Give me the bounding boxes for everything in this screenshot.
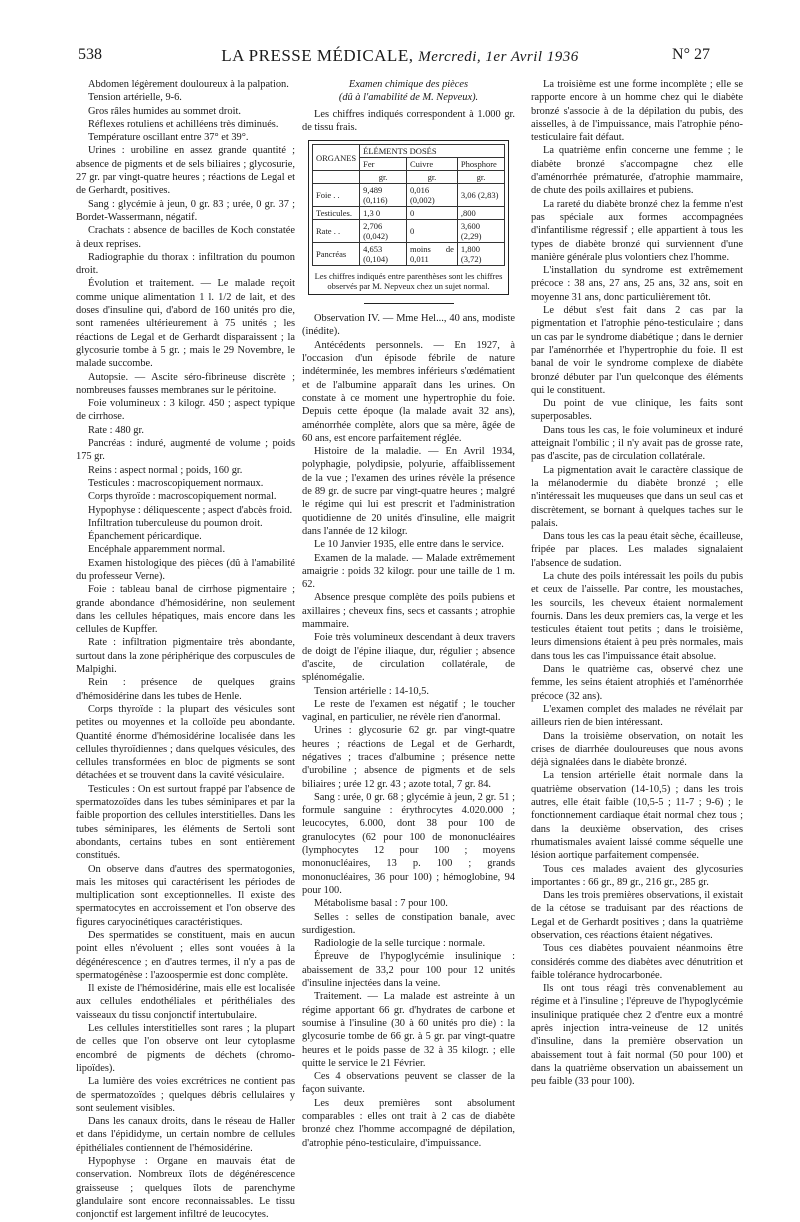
table-row xyxy=(313,220,505,243)
paragraph: Évolution et traitement. — Le malade reçoit comme unique alimentation 1 l. 1/2 de lait, et des doses d'insuline qui, d'abord de 160 unités pro die, sont ramenées ultérieurement à 75 unités ; les réactions de Legal et de Gerhardt disparaissent ; la glycosurie tombe à 5 gr. ; mais le 29 Novembre, le malade succombe. xyxy=(76,278,295,370)
paragraph: Absence presque complète des poils pubiens et axillaires ; cheveux fins, secs et cassants ; atrophie mammaire. xyxy=(302,592,515,631)
table-cell: moins de 0,011 xyxy=(406,243,457,266)
paragraph: Dans les trois premières observations, il existait de la cétose se traduisant par des réactions de Legal et de Gerhardt positives ; dans la quatrième observation, ces réactions étaient négatives. xyxy=(531,890,743,941)
paragraph: Les deux premières sont absolument comparables : elles ont trait à 2 cas de diabète bronzé chez l'homme accompagné de dépilation, d'atrophie péno-testiculaire, d'impuissance. xyxy=(302,1097,515,1149)
column-2 xyxy=(302,78,515,1150)
table-row xyxy=(313,243,505,266)
paragraph: Hypophyse : déliquescente ; aspect d'abcès froid. xyxy=(88,504,293,516)
paragraph: Du point de vue clinique, les faits sont superposables. xyxy=(531,398,743,423)
paragraph: La tension artérielle était normale dans la quatrième observation (14-10,5) ; dans les trois autres, elle était faible (10,5-5 ; 11-7 ; 9-6) ; le fonctionnement cardiaque était normal chez tous ; dans la deuxième observation, des crises rhumatismales avaient laissé comme séquelle une lésion aortique parfaitement compensée. xyxy=(531,770,743,862)
paragraph: Dans la troisième observation, on notait les crises de diarrhée douloureuses que nous avons déjà signalées dans le diabète bronzé. xyxy=(531,730,743,769)
table-cell: Pancréas xyxy=(313,243,360,266)
paragraph: Dans les canaux droits, dans le réseau de Haller et dans l'épididyme, un certain nombre de cellules épithéliales contiennent de l'hémosidérine. xyxy=(76,1116,295,1154)
paragraph: Tension artérielle, 9-6. xyxy=(88,92,182,104)
issue-date: Mercredi, 1er Avril 1936 xyxy=(418,49,579,65)
paragraph: L'examen complet des malades ne révélait par ailleurs rien de bien intéressant. xyxy=(531,703,743,729)
table-row xyxy=(313,207,505,220)
paragraph: Ces 4 observations peuvent se classer de la façon suivante. xyxy=(302,1071,515,1096)
table-header-fer: Fer xyxy=(360,158,407,171)
page-number: 538 xyxy=(78,46,102,63)
paragraph: Testicules : macroscopiquement normaux. xyxy=(88,477,264,489)
paragraph: Foie volumineux : 3 kilogr. 450 ; aspect typique de cirrhose. xyxy=(76,398,295,423)
journal-title: LA PRESSE MÉDICALE, xyxy=(221,46,414,65)
table-cell: gr. xyxy=(360,171,407,184)
paragraph: La troisième est une forme incomplète ; elle se rapporte encore à un homme chez qui le diabète bronzé s'associe à de la dépilation du pubis, des aisselles, à de l'impuissance, mais l'atrophie péno-testiculaire fait défaut. xyxy=(531,79,743,144)
paragraph: Encéphale apparemment normal. xyxy=(88,544,226,556)
paragraph: Température oscillant entre 37° et 39°. xyxy=(88,132,249,144)
paragraph: Les cellules interstitielles sont rares ; la plupart de celles que l'on observe ont leur cytoplasme encombré de pigments de déchets (chromo-lipoïdes). xyxy=(76,1023,295,1074)
table-cell: 2,706 (0,042) xyxy=(360,220,407,243)
paragraph: Foie très volumineux descendant à deux travers de doigt de l'épine iliaque, dur, régulier ; absence d'ascite, de circulation collatérale, de splénomégalie. xyxy=(302,632,515,684)
paragraph: Traitement. — La malade est astreinte à un régime apportant 66 gr. d'hydrates de carbone et soumise à l'insuline (30 à 60 unités pro die) : la glycosurie tombe de 66 gr. à 5 gr. par vingt-quatre heures et le poids passe de 32 à 35 kilogr. ; elle quitte le service le 21 Février. xyxy=(302,991,515,1069)
paragraph: La chute des poils intéressait les poils du pubis et ceux de l'aisselle. Par contre, les moustaches, les sourcils, les cheveux étaient normalement fournis. Dans les deux premiers cas, la verge et les testicules étaient tout petits ; dans le troisième, leurs dimensions étaient à peu près normales, mais dans tous les cas l'impuissance était absolue. xyxy=(531,570,743,662)
table-header-cuivre: Cuivre xyxy=(406,158,457,171)
table-intro: Les chiffres indiqués correspondent à 1.000 gr. de tissu frais. xyxy=(302,108,515,133)
table-cell: Testicules. xyxy=(313,207,360,220)
table-cell: 0,016 (0,002) xyxy=(406,184,457,207)
paragraph: Dans le quatrième cas, observé chez une femme, les seins étaient atrophiés et l'aménorrhée précoce (32 ans). xyxy=(531,664,743,702)
divider xyxy=(364,303,454,304)
table-units-row xyxy=(313,171,505,184)
paragraph: Antécédents personnels. — En 1927, à l'occasion d'un épisode fébrile de nature indéterminée, les membres inférieurs s'œdématient et de l'albumine apparaît dans les urines. On constate à ce moment une hypertrophie du foie. Depuis cette époque (la malade avait 32 ans), aménorrhée complète, alors que sa mère, âgée de 60 ans, est encore parfaitement réglée. xyxy=(302,339,515,444)
column-1 xyxy=(76,78,295,1222)
paragraph: Observation IV. — Mme Hel..., 40 ans, modiste (inédite). xyxy=(302,313,515,338)
table-header-organes: ORGANES xyxy=(313,145,360,171)
table-cell: 0 xyxy=(406,220,457,243)
page-header xyxy=(0,46,800,70)
paragraph: Épanchement péricardique. xyxy=(88,531,202,543)
paragraph: La lumière des voies excrétrices ne contient pas de spermatozoïdes ; quelques débris cellulaires y sont seulement visibles. xyxy=(76,1076,295,1114)
table-cell: 0 xyxy=(406,207,457,220)
table-cell: 9,489 (0,116) xyxy=(360,184,407,207)
issue-number: N° 27 xyxy=(672,46,710,63)
paragraph: Sang : urée, 0 gr. 68 ; glycémie à jeun, 2 gr. 51 ; formule sanguine : érythrocytes 4.020.000 ; leucocytes, 6.000, dont 38 pour 100 de granulocytes (62 pour 100 de mononucléaires (lymphocytes 12 pour 100 ; moyens mononucléaires, 13 p. 100 ; grands mononucléaires, 36 pour 100) ; hémoglobine, 94 pour 100. xyxy=(302,791,515,896)
paragraph: Rate : 480 gr. xyxy=(88,424,144,436)
column-3 xyxy=(531,78,743,1089)
paragraph: Autopsie. — Ascite séro-fibrineuse discrète ; nombreuses fausses membranes sur le péritoine. xyxy=(76,371,295,396)
paragraph: Le 10 Janvier 1935, elle entre dans le service. xyxy=(314,539,504,551)
paragraph: Tension artérielle : 14-10,5. xyxy=(314,685,429,697)
paragraph: Testicules : On est surtout frappé par l'absence de spermatozoïdes dans les tubes séminipares et par la faible proportion des cellules interstitielles. Dans les tubes séminipares, les éléments de Sertoli sont abondants, certains tubes en sont entièrement constitués. xyxy=(76,783,295,862)
paragraph: Crachats : absence de bacilles de Koch constatée à deux reprises. xyxy=(76,225,295,250)
paragraph: Examen de la malade. — Malade extrêmement amaigrie : poids 32 kilogr. pour une taille de 1 m. 62. xyxy=(302,552,515,591)
paragraph: Le début s'est fait dans 2 cas par la pigmentation et l'atrophie péno-testiculaire ; dans un cas par le syndrome diabétique ; dans le dernier par l'aménorrhée et l'hypertrophie du foie. Il est banal de voir le syndrome complexe de diabète bronzé débuter par l'un quelconque des éléments qui le constituent. xyxy=(531,305,743,396)
table-cell: Rate . . xyxy=(313,220,360,243)
table-cell: 3,06 (2,83) xyxy=(457,184,504,207)
table-header-phosphore: Phosphore xyxy=(457,158,504,171)
table-note: Les chiffres indiqués entre parenthèses sont les chiffres observés par M. Nepveux chez un sujet normal. xyxy=(314,271,503,292)
paragraph: La rareté du diabète bronzé chez la femme n'est pas spéciale aux formes accompagnées d'infantilisme régressif ; elle appartient à tous les types de diabète bronzé qui surviennent d'une manière générale plus volontiers chez l'homme. xyxy=(531,198,743,263)
paragraph: Histoire de la maladie. — En Avril 1934, polyphagie, polydipsie, polyurie, affaiblissement de la vue ; l'examen des urines révèle la présence de 89 gr. de sucre par vingt-quatre heures ; malgré le régime qui lui est prescrit et l'administration quotidienne de 20 unités d'insuline, elle maigrit dans l'année de 12 kilogr. xyxy=(302,446,515,537)
table-cell: gr. xyxy=(406,171,457,184)
paragraph: La pigmentation avait le caractère classique de la mélanodermie du diabète bronzé ; elle n'intéressait les muqueuses que dans un seul cas et discrètement, se bornant à quelques taches sur le palais. xyxy=(531,464,743,529)
paragraph: Corps thyroïde : la plupart des vésicules sont petites ou moyennes et la colloïde peu abondante. Quantité énorme d'hémosidérine localisée dans les cellules thyroïdiennes ; dans quelques vésicules, des cellules transformées en bloc de pigments se sont détachées et se trouvent dans la cavité vésiculaire. xyxy=(76,703,295,782)
table-cell: 1,3 0 xyxy=(360,207,407,220)
paragraph: Abdomen légèrement douloureux à la palpation. xyxy=(88,79,289,90)
paragraph: Pancréas : induré, augmenté de volume ; poids 175 gr. xyxy=(76,438,295,463)
paragraph: Tous ces malades avaient des glycosuries importantes : 66 gr., 89 gr., 216 gr., 285 gr. xyxy=(531,863,743,888)
paragraph: La quatrième enfin concerne une femme ; le diabète bronzé s'accompagne chez elle d'aménorrhée prématurée, d'atrophie mammaire, de chute des poils axillaires et pubiens. xyxy=(531,145,743,197)
paragraph: Tous ces diabètes pouvaient néanmoins être considérés comme des diabètes avec dénutrition et faible tolérance hydrocarbonée. xyxy=(531,943,743,981)
paragraph: Radiographie du thorax : infiltration du poumon droit. xyxy=(76,251,295,277)
paragraph: On observe dans d'autres des spermatogonies, mais les mitoses qui caractérisent les périodes de multiplication sont exceptionnelles. Il existe des spermatocytes en accroissement et l'on observe des figures caryocinétiques caractéristiques. xyxy=(76,863,295,928)
paragraph: Urines : urobiline en assez grande quantité ; absence de pigments et de sels biliaires ; glycosurie, 27 gr. par vingt-quatre heures ; réactions de Legal et de Gerhardt, positives. xyxy=(76,145,295,197)
column-2-body xyxy=(302,312,515,1150)
table-cell xyxy=(313,171,360,184)
paragraph: Dans tous les cas la peau était sèche, écailleuse, fripée par places. Les malades signalaient l'absence de sudation. xyxy=(531,531,743,569)
paragraph: Réflexes rotuliens et achilléens très diminués. xyxy=(88,118,279,130)
section-subheading: (dû à l'amabilité de M. Nepveux). xyxy=(338,92,479,104)
paragraph: Urines : glycosurie 62 gr. par vingt-quatre heures ; réactions de Legal et de Gerhardt, négatives ; traces d'albumine ; présence nette d'urobiline ; absence de pigments et de sels biliaires ; urée 12 gr. 43 ; azote total, 7 gr. 84. xyxy=(302,725,515,790)
paragraph: Selles : selles de constipation banale, avec surdigestion. xyxy=(302,911,515,936)
paragraph: Rate : infiltration pigmentaire très abondante, surtout dans la zone périphérique des corpuscules de Malpighi. xyxy=(76,637,295,676)
paragraph: Il existe de l'hémosidérine, mais elle est localisée aux cellules endothéliales et périthéliales des vaisseaux du tissu conjonctif intertubulaire. xyxy=(76,983,295,1021)
paragraph: Hypophyse : Organe en mauvais état de conservation. Nombreux îlots de dégénérescence graisseuse ; quelques îlots de parenchyme glandulaire sont encore reconnaissables. Le tissu conjonctif est largement infiltré de leucocytes. xyxy=(76,1156,295,1221)
table-header-elements: ÉLÉMENTS DOSÉS xyxy=(360,145,505,158)
paragraph: Le reste de l'examen est négatif ; le toucher vaginal, en particulier, ne révèle rien d'anormal. xyxy=(302,698,515,724)
paragraph: Reins : aspect normal ; poids, 160 gr. xyxy=(88,464,243,476)
paragraph: Infiltration tuberculeuse du poumon droit. xyxy=(88,517,263,529)
paragraph: Foie : tableau banal de cirrhose pigmentaire ; grande abondance d'hémosidérine, non seulement dans les cellules hépatiques, mais encore dans les cellules de Kupffer. xyxy=(76,584,295,636)
table-cell: 4,653 (0,104) xyxy=(360,243,407,266)
table-body xyxy=(313,171,505,266)
paragraph: Sang : glycémie à jeun, 0 gr. 83 ; urée, 0 gr. 37 ; Bordet-Wassermann, négatif. xyxy=(76,198,295,223)
chemical-table-box xyxy=(308,140,509,295)
table-cell: gr. xyxy=(457,171,504,184)
paragraph: Corps thyroïde : macroscopiquement normal. xyxy=(88,491,277,503)
paragraph: Rein : présence de quelques grains d'hémosidérine dans les tubes de Henle. xyxy=(76,677,295,702)
chemical-table xyxy=(312,144,505,266)
table-cell: Foie . . xyxy=(313,184,360,207)
table-cell: 1,800 (3,72) xyxy=(457,243,504,266)
table-cell: 3,600 (2,29) xyxy=(457,220,504,243)
paragraph: Gros râles humides au sommet droit. xyxy=(88,105,241,117)
paragraph: Ils ont tous réagi très convenablement au régime et à l'insuline ; l'épreuve de l'hypoglycémie insulinique pratiquée chez 2 d'entre eux a montré après injection intra-veineuse de 12 unités d'insuline, dans la première observation un abaissement tout à fait normal (50 pour 100) et dans la quatrième observation un abaissement un peu faible (33 pour 100). xyxy=(531,983,743,1088)
paragraph: Métabolisme basal : 7 pour 100. xyxy=(314,898,448,910)
paragraph: L'installation du syndrome est extrêmement précoce : 38 ans, 27 ans, 25 ans, 32 ans, soit en moyenne 31 ans, donc particulièrement tôt. xyxy=(531,265,743,303)
section-heading: Examen chimique des pièces xyxy=(348,79,469,90)
paragraph: Épreuve de l'hypoglycémie insulinique : abaissement de 33,2 pour 100 pour 12 unités d'insuline injectées dans la veine. xyxy=(302,951,515,990)
paragraph: Radiologie de la selle turcique : normale. xyxy=(314,938,486,950)
paragraph: Des spermatides se constituent, mais en aucun point elles n'évoluent ; elles sont vouées à la dégénérescence ; en d'autres termes, il n'y a pas de spermatogénèse : l'azoospermie est donc complète. xyxy=(76,930,295,981)
table-row xyxy=(313,184,505,207)
table-cell: ,800 xyxy=(457,207,504,220)
paragraph: Examen histologique des pièces (dû à l'amabilité du professeur Verne). xyxy=(76,557,295,582)
paragraph: Dans tous les cas, le foie volumineux et induré atteignait l'ombilic ; il n'y avait pas de grosse rate, pas d'ascite, pas de circulation collatérale. xyxy=(531,424,743,463)
